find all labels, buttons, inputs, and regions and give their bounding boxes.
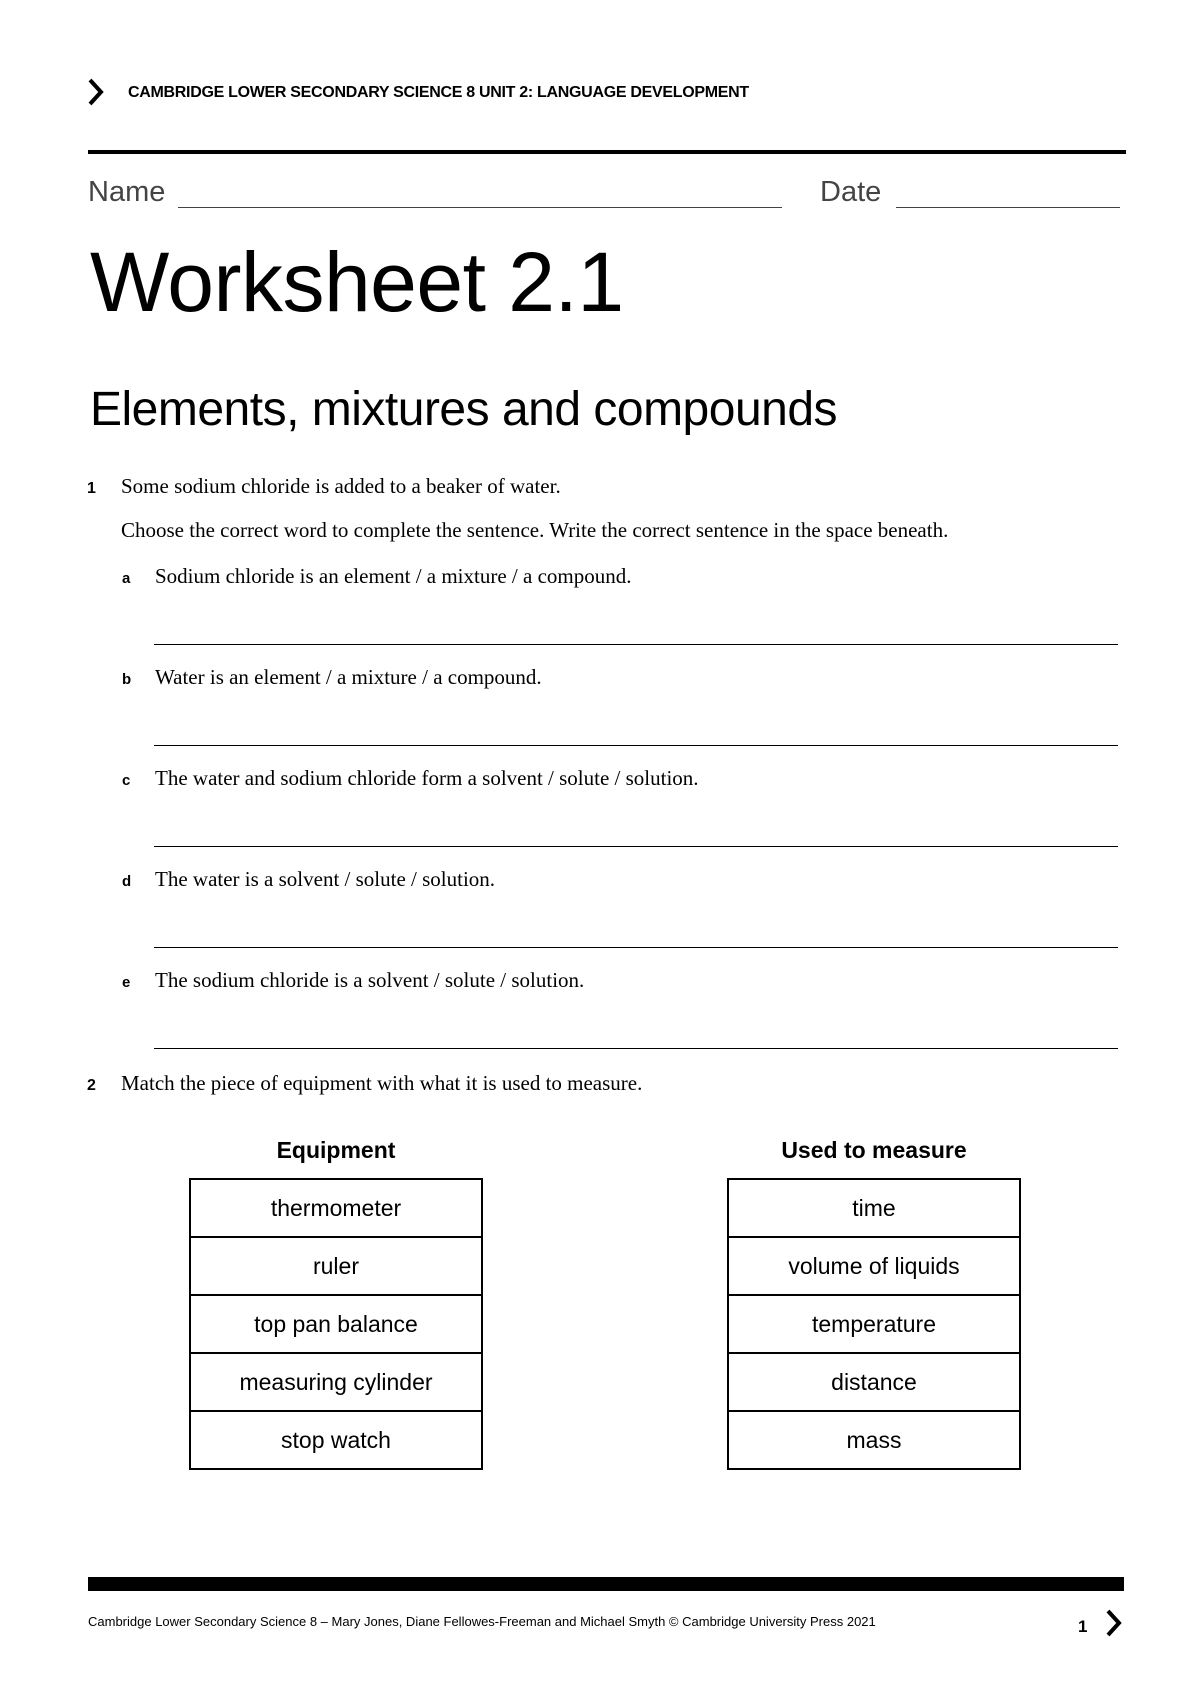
part-a-answer-line[interactable]: [154, 644, 1118, 645]
measure-header: Used to measure: [781, 1137, 967, 1163]
part-c-text: The water and sodium chloride form a solvent / solute / solution.: [155, 766, 699, 790]
chevron-right-icon: [86, 77, 106, 107]
footer-credit: Cambridge Lower Secondary Science 8 – Mary Jones, Diane Fellowes-Freeman and Michael Smyth © Cambridge University Press 2021: [88, 1614, 876, 1629]
equipment-cell[interactable]: top pan balance: [190, 1295, 482, 1353]
part-e-answer-line[interactable]: [154, 1048, 1118, 1049]
question-1-number: 1: [87, 480, 96, 497]
equipment-cell[interactable]: thermometer: [190, 1179, 482, 1237]
part-c-answer-line[interactable]: [154, 846, 1118, 847]
question-1-text: Some sodium chloride is added to a beaker of water.: [121, 474, 561, 498]
header-title: CAMBRIDGE LOWER SECONDARY SCIENCE 8 UNIT 2: LANGUAGE DEVELOPMENT: [128, 84, 749, 101]
part-d-label: d: [122, 873, 132, 890]
part-d-answer-line[interactable]: [154, 947, 1118, 948]
name-field[interactable]: [178, 207, 782, 208]
footer-divider: [88, 1577, 1124, 1591]
part-e-text: The sodium chloride is a solvent / solute / solution.: [155, 968, 585, 992]
equipment-table: [189, 1178, 483, 1470]
measure-table: [727, 1178, 1021, 1470]
equipment-header: Equipment: [276, 1137, 396, 1163]
part-d-text: The water is a solvent / solute / solution.: [155, 867, 496, 891]
name-label: Name: [88, 176, 166, 208]
worksheet-subtitle: Elements, mixtures and compounds: [90, 383, 838, 436]
part-b-label: b: [122, 671, 132, 688]
worksheet-title: Worksheet 2.1: [90, 235, 624, 329]
measure-cell[interactable]: distance: [728, 1353, 1020, 1411]
part-c-label: c: [122, 772, 131, 789]
equipment-cell[interactable]: ruler: [190, 1237, 482, 1295]
part-e-label: e: [122, 974, 131, 991]
equipment-cell[interactable]: measuring cylinder: [190, 1353, 482, 1411]
page-number: 1: [1078, 1617, 1088, 1636]
header-divider: [88, 150, 1126, 154]
measure-cell[interactable]: volume of liquids: [728, 1237, 1020, 1295]
measure-cell[interactable]: temperature: [728, 1295, 1020, 1353]
chevron-right-icon: [1104, 1608, 1124, 1638]
part-b-text: Water is an element / a mixture / a compound.: [155, 665, 542, 689]
question-2-text: Match the piece of equipment with what it is used to measure.: [121, 1071, 643, 1095]
date-field[interactable]: [896, 207, 1120, 208]
part-a-label: a: [122, 570, 131, 587]
equipment-cell[interactable]: stop watch: [190, 1411, 482, 1469]
question-1-instruction: Choose the correct word to complete the sentence. Write the correct sentence in the space beneath.: [121, 518, 949, 542]
measure-cell[interactable]: time: [728, 1179, 1020, 1237]
question-2-number: 2: [87, 1077, 96, 1094]
part-b-answer-line[interactable]: [154, 745, 1118, 746]
part-a-text: Sodium chloride is an element / a mixture / a compound.: [155, 564, 632, 588]
date-label: Date: [820, 176, 882, 208]
measure-cell[interactable]: mass: [728, 1411, 1020, 1469]
